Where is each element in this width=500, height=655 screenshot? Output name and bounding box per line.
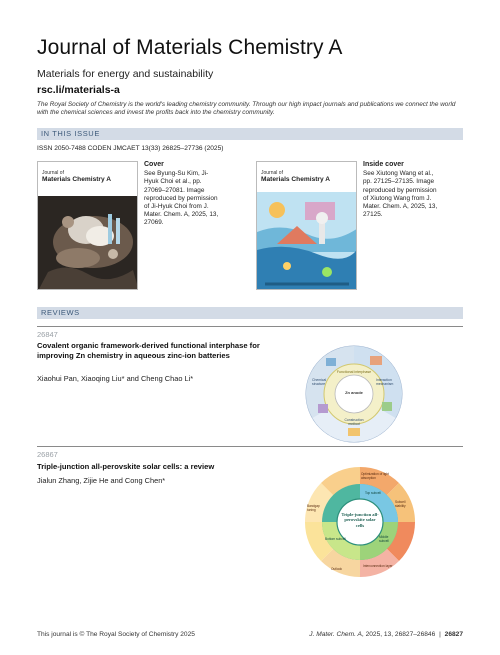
graphic-segment-label: Optimization of light absorption <box>361 472 389 480</box>
issn-line: ISSN 2050-7488 CODEN JMCAET 13(33) 26825–27736 (2025) <box>37 145 224 152</box>
article-authors: Jialun Zhang, Zijie He and Cong Chen* <box>37 476 166 485</box>
journal-title: Journal of Materials Chemistry A <box>37 36 343 59</box>
journal-abbrev: J. Mater. Chem. A <box>309 631 362 638</box>
graphic-center-label: Triple-junction all-perovskite solar cells <box>341 512 379 528</box>
graphic-ring-label: Functional interphase <box>336 370 372 374</box>
footer-copyright: This journal is © The Royal Society of Chemistry 2025 <box>37 631 195 638</box>
section-bar-in-this-issue <box>37 128 463 140</box>
graphic-center-label: Zn anode <box>345 390 363 395</box>
graphic-segment-label: Interconnection layer <box>363 564 393 568</box>
graphic-segment-label: Top subcell <box>365 491 381 495</box>
section-label: REVIEWS <box>41 308 80 317</box>
article-page-number: 26847 <box>37 330 58 339</box>
section-label: IN THIS ISSUE <box>41 129 100 138</box>
graphic-segment-label: Chemical structure <box>312 378 327 386</box>
graphical-abstract <box>303 465 417 584</box>
footer-citation <box>309 631 463 638</box>
rsc-statement: The Royal Society of Chemistry is the world's leading chemistry community. Through our high impact journals and publications we connect the world with the chemical sciences and invest the profits back into the chemistry community. <box>37 101 456 117</box>
cover-credit: See Byung-Su Kim, Ji-Hyuk Choi et al., pp. 27069–27081. Image reproduced by permission of Ji-Hyuk Choi from J. Mater. Chem. A, 2025, 13, 27069. <box>144 170 219 227</box>
article-rule <box>37 326 463 327</box>
inside-cover-description <box>363 161 441 219</box>
citation-details: , 2025, 13, 26827–26846 <box>361 631 436 638</box>
graphic-segment-label: Interaction mechanism <box>376 378 394 386</box>
cover-image[interactable] <box>37 161 138 290</box>
cover-description <box>144 161 222 228</box>
graphic-segment-label: Subcell stability <box>395 500 406 508</box>
cover-heading: Cover <box>144 161 164 168</box>
cover-mini-title-small: Journal of <box>42 170 64 176</box>
article-page-number: 26867 <box>37 450 58 459</box>
graphic-segment-label: Middle subcell <box>379 535 389 543</box>
journal-url[interactable]: rsc.li/materials-a <box>37 84 120 96</box>
journal-subtitle: Materials for energy and sustainability <box>37 68 214 80</box>
article-title[interactable]: Triple-junction all-perovskite solar cells: a review <box>37 462 215 471</box>
graphic-segment-label: Construction method <box>344 418 364 426</box>
graphic-segment-label: Outlook <box>331 567 342 571</box>
graphic-segment-label: Bandgap tuning <box>307 504 320 512</box>
inside-cover-image[interactable] <box>256 161 357 290</box>
article-rule <box>37 446 463 447</box>
cover-mini-title: Materials Chemistry A <box>42 176 112 183</box>
graphic-segment-label: Bottom subcell <box>325 537 346 541</box>
article-title[interactable]: Covalent organic framework-derived functional interphase for improving Zn chemistry in aqueous zinc-ion batteries <box>37 341 260 360</box>
page-number: 26827 <box>444 631 463 638</box>
inside-cover-credit: See Xiutong Wang et al., pp. 27125–27135. Image reproduced by permission of Xiutong Wang from J. Mater. Chem. A, 2025, 13, 27125. <box>363 170 438 219</box>
inside-cover-heading: Inside cover <box>363 161 404 168</box>
inside-cover-mini-title: Materials Chemistry A <box>261 176 331 183</box>
article-authors: Xiaohui Pan, Xiaoqing Liu* and Cheng Chao Li* <box>37 374 194 383</box>
inside-cover-mini-title-small: Journal of <box>261 170 283 176</box>
footer-separator: | <box>439 631 441 638</box>
section-bar-reviews <box>37 307 463 319</box>
graphical-abstract <box>304 344 404 449</box>
